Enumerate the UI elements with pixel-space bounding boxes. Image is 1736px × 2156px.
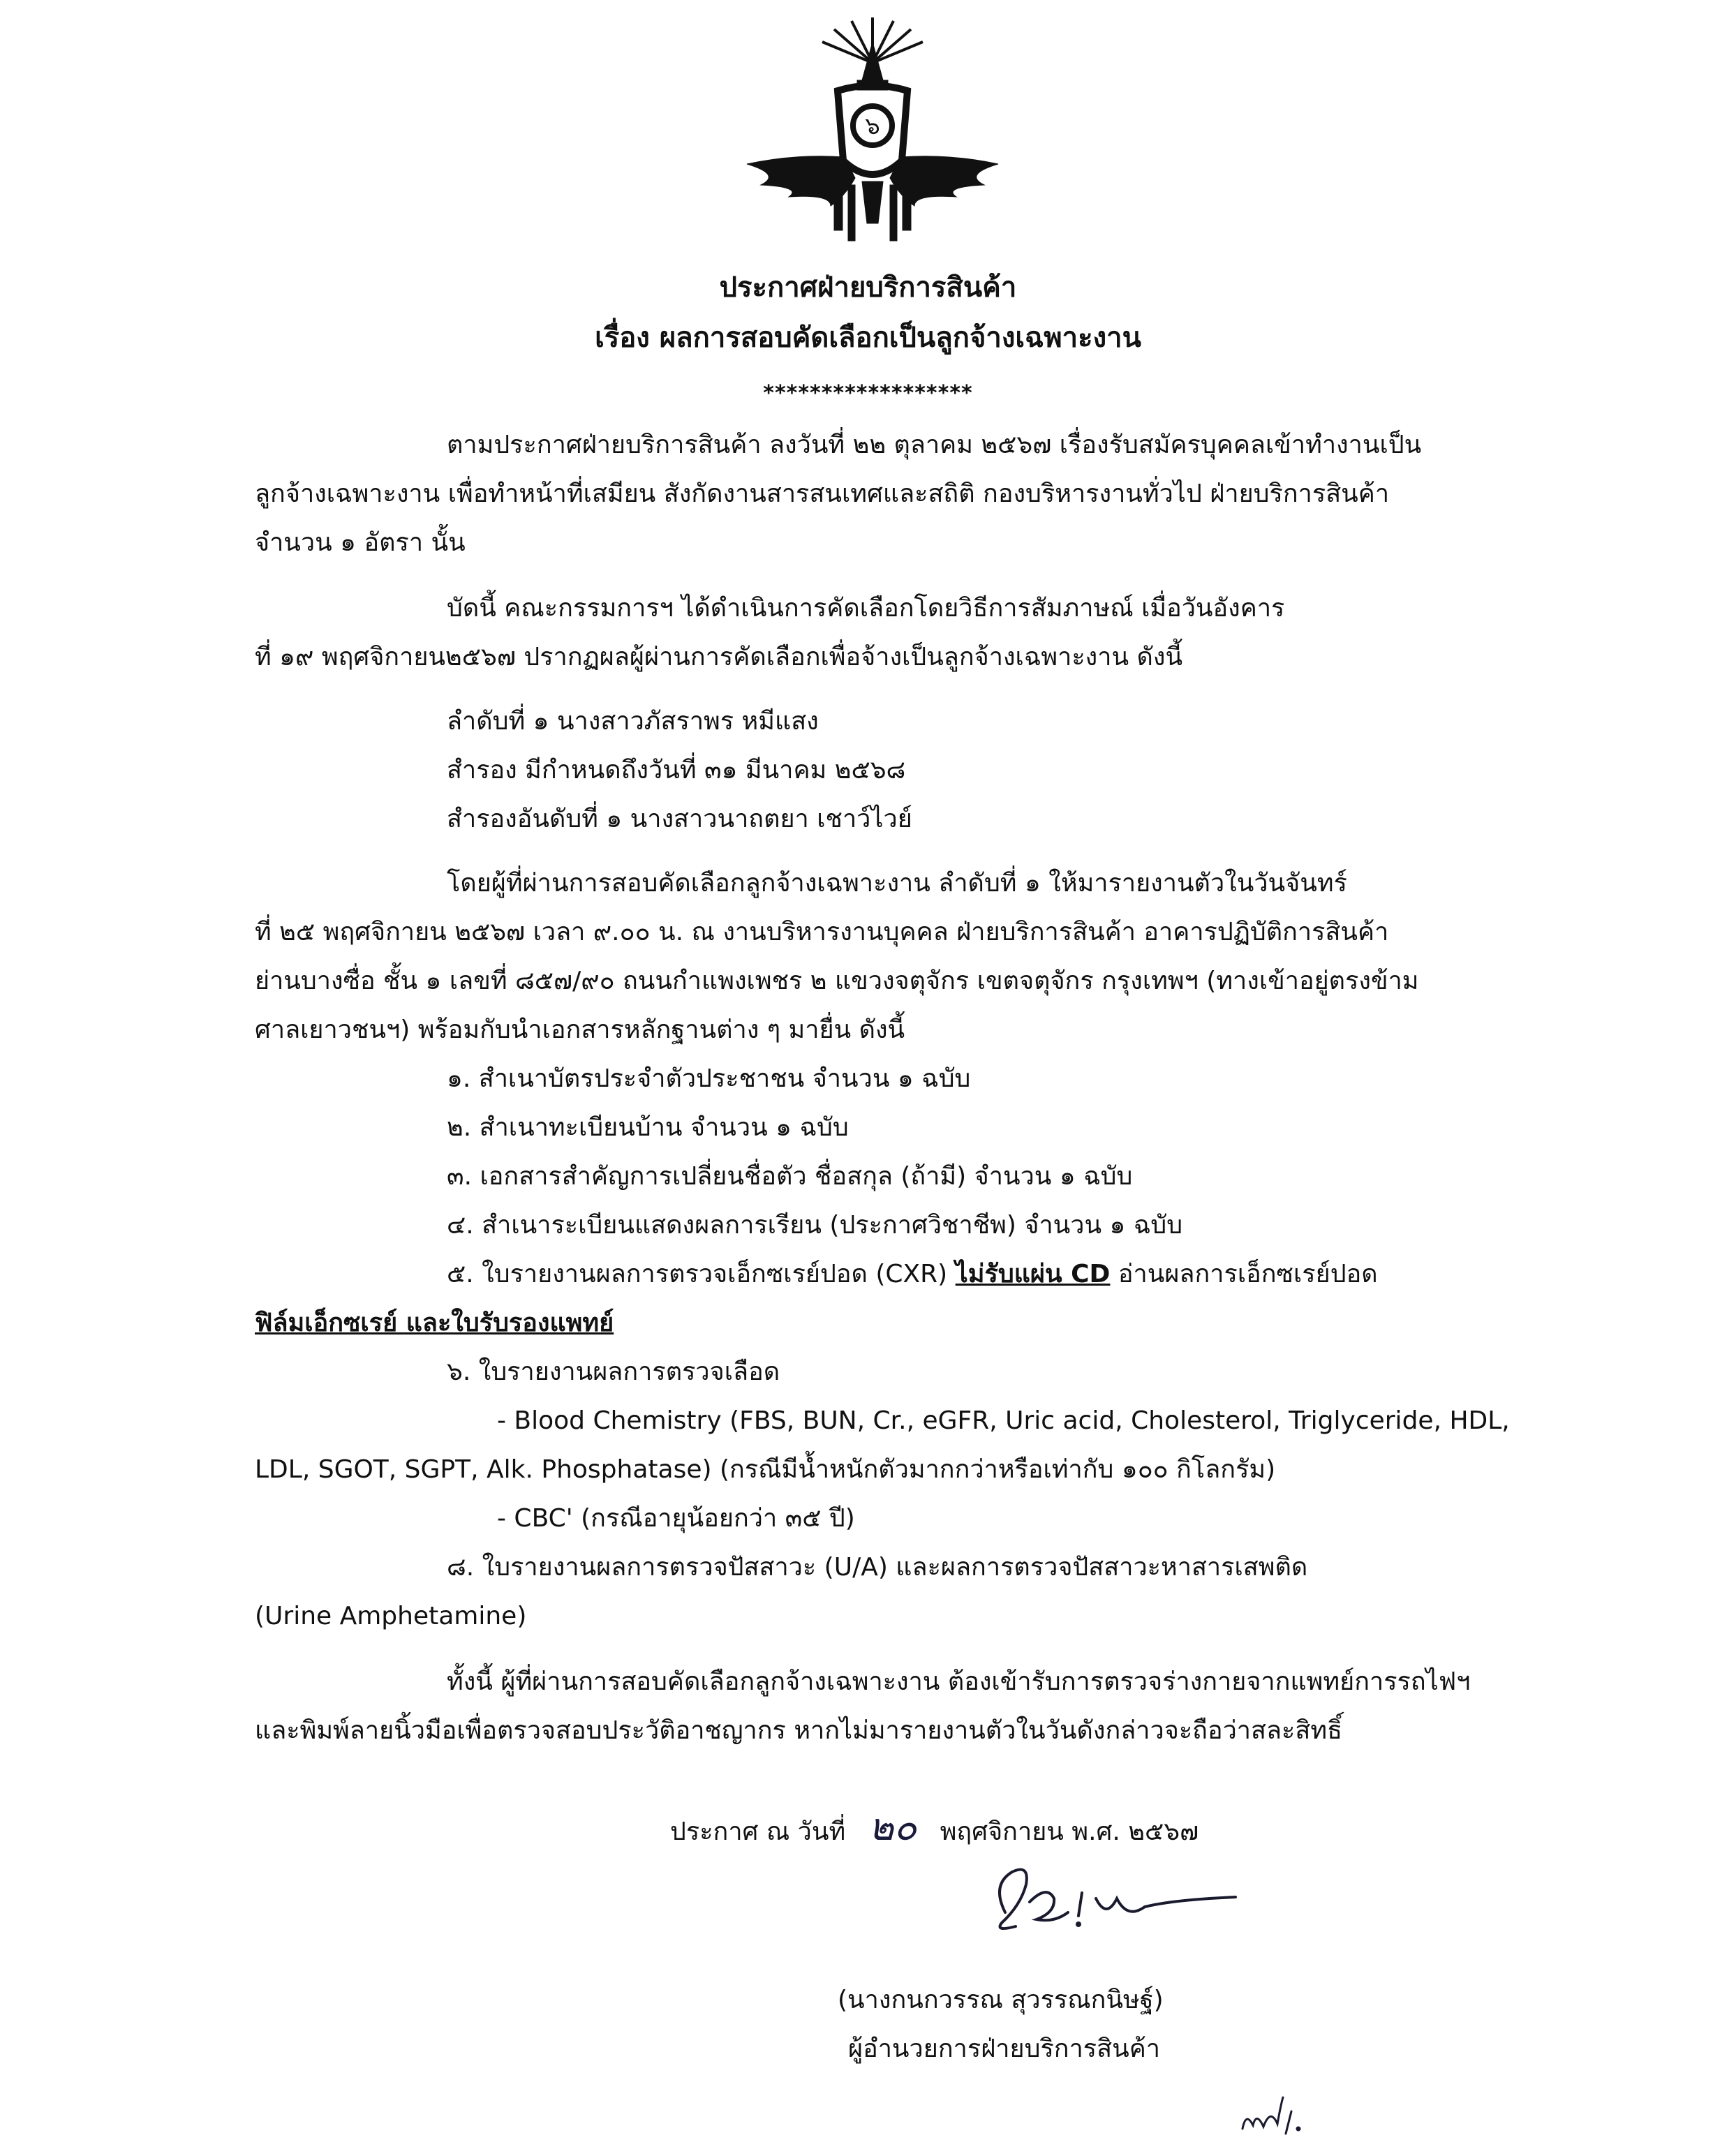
doc-item-2: ๒. สำเนาทะเบียนบ้าน จำนวน ๑ ฉบับ (447, 1113, 849, 1142)
announcement-subject: เรื่อง ผลการสอบคัดเลือกเป็นลูกจ้างเฉพาะงาน (595, 322, 1141, 354)
doc-item-5-text-b: อ่านผลการเอ็กซเรย์ปอด (1110, 1260, 1378, 1288)
doc-item-5-continuation: ฟิล์มเอ็กซเรย์ และใบรับรองแพทย์ (255, 1309, 614, 1337)
doc-item-5-no-cd: ไม่รับแผ่น CD (955, 1260, 1111, 1288)
paragraph-4-line-1: ทั้งนี้ ผู้ที่ผ่านการสอบคัดเลือกลูกจ้างเฉพาะงาน ต้องเข้ารับการตรวจร่างกายจากแพทย์การรถไฟฯ (447, 1667, 1471, 1696)
signer-name: (นางกนกวรรณ สุวรรณกนิษฐ์) (838, 1986, 1164, 2014)
paragraph-2-line-1: บัดนี้ คณะกรรมการฯ ได้ดำเนินการคัดเลือกโดยวิธีการสัมภาษณ์ เมื่อวันอังคาร (447, 594, 1285, 623)
doc-item-5 (447, 1258, 1378, 1291)
doc-item-4: ๔. สำเนาระเบียนแสดงผลการเรียน (ประกาศวิชาชีพ) จำนวน ๑ ฉบับ (447, 1211, 1183, 1240)
cbc-line: - CBC' (กรณีอายุน้อยกว่า ๓๕ ปี) (497, 1504, 855, 1533)
announce-prefix: ประกาศ ณ วันที่ (670, 1817, 846, 1846)
doc-item-8-line-2: (Urine Amphetamine) (255, 1602, 527, 1630)
blood-chemistry-line-1: - Blood Chemistry (FBS, BUN, Cr., eGFR, Uric acid, Cholesterol, Triglyceride, HDL, (497, 1406, 1510, 1435)
announce-suffix: พฤศจิกายน พ.ศ. ๒๕๖๗ (940, 1817, 1199, 1846)
doc-item-6: ๖. ใบรายงานผลการตรวจเลือด (447, 1358, 780, 1386)
result-rank-1: ลำดับที่ ๑ นางสาวภัสราพร หมีแสง (447, 707, 819, 736)
paragraph-4-line-2: และพิมพ์ลายนิ้วมือเพื่อตรวจสอบประวัติอาชญากร หากไม่มารายงานตัวในวันดังกล่าวจะถือว่าสละสิทธิ์ (255, 1716, 1343, 1745)
doc-item-5-text-a: ๕. ใบรายงานผลการตรวจเอ็กซเรย์ปอด (CXR) (447, 1260, 956, 1288)
result-reserve-1: สำรองอันดับที่ ๑ นางสาวนาถตยา เชาว์ไวย์ (447, 805, 912, 833)
result-reserve-period: สำรอง มีกำหนดถึงวันที่ ๓๑ มีนาคม ๒๕๖๘ (447, 756, 906, 785)
announce-day-handwritten: ๒๐ (868, 1805, 917, 1849)
announcement-date (670, 1805, 1199, 1849)
doc-item-8-line-1: ๘. ใบรายงานผลการตรวจปัสสาวะ (U/A) และผลการตรวจปัสสาวะหาสารเสพติด (447, 1553, 1308, 1582)
paragraph-1-line-3: จำนวน ๑ อัตรา นั้น (255, 528, 466, 557)
doc-item-3: ๓. เอกสารสำคัญการเปลี่ยนชื่อตัว ชื่อสกุล (ถ้ามี) จำนวน ๑ ฉบับ (447, 1162, 1133, 1191)
paragraph-3-line-2: ที่ ๒๕ พฤศจิกายน ๒๕๖๗ เวลา ๙.๐๐ น. ณ งานบริหารงานบุคคล ฝ่ายบริการสินค้า อาคารปฏิบัติการสินค้า (255, 918, 1389, 946)
title-divider: ****************** (763, 381, 973, 406)
paragraph-1-line-2: ลูกจ้างเฉพาะงาน เพื่อทำหน้าที่เสมียน สังกัดงานสารสนเทศและสถิติ กองบริหารงานทั่วไป ฝ่ายบริการสินค้า (255, 479, 1390, 508)
signer-title: ผู้อำนวยการฝ่ายบริการสินค้า (848, 2035, 1161, 2063)
paragraph-3-line-4: ศาลเยาวชนฯ) พร้อมกับนำเอกสารหลักฐานต่าง ๆ มายื่น ดังนี้ (255, 1016, 905, 1044)
paragraph-1-line-1: ตามประกาศฝ่ายบริการสินค้า ลงวันที่ ๒๒ ตุลาคม ๒๕๖๗ เรื่องรับสมัครบุคคลเข้าทำงานเป็น (447, 431, 1422, 459)
paragraph-3-line-1: โดยผู้ที่ผ่านการสอบคัดเลือกลูกจ้างเฉพาะงาน ลำดับที่ ๑ ให้มารายงานตัวในวันจันทร์ (447, 869, 1347, 898)
paragraph-2-line-2: ที่ ๑๙ พฤศจิกายน๒๕๖๗ ปรากฏผลผู้ผ่านการคัดเลือกเพื่อจ้างเป็นลูกจ้างเฉพาะงาน ดังนี้ (255, 643, 1183, 671)
announcement-title: ประกาศฝ่ายบริการสินค้า (719, 272, 1017, 304)
initials-mark-icon (1236, 2090, 1319, 2146)
state-railway-emblem-icon (719, 14, 1026, 265)
doc-item-1: ๑. สำเนาบัตรประจำตัวประชาชน จำนวน ๑ ฉบับ (447, 1064, 971, 1093)
blood-chemistry-line-2: LDL, SGOT, SGPT, Alk. Phosphatase) (กรณีมีน้ำหนักตัวมากกว่าหรือเท่ากับ ๑๐๐ กิโลกรัม) (255, 1455, 1276, 1484)
paragraph-3-line-3: ย่านบางซื่อ ชั้น ๑ เลขที่ ๘๕๗/๙๐ ถนนกำแพงเพชร ๒ แขวงจตุจักร เขตจตุจักร กรุงเทพฯ (ทางเข้าอยู่ตรงข้าม (255, 967, 1419, 995)
signature-icon (963, 1857, 1256, 1947)
svg-text:๖: ๖ (865, 112, 880, 140)
